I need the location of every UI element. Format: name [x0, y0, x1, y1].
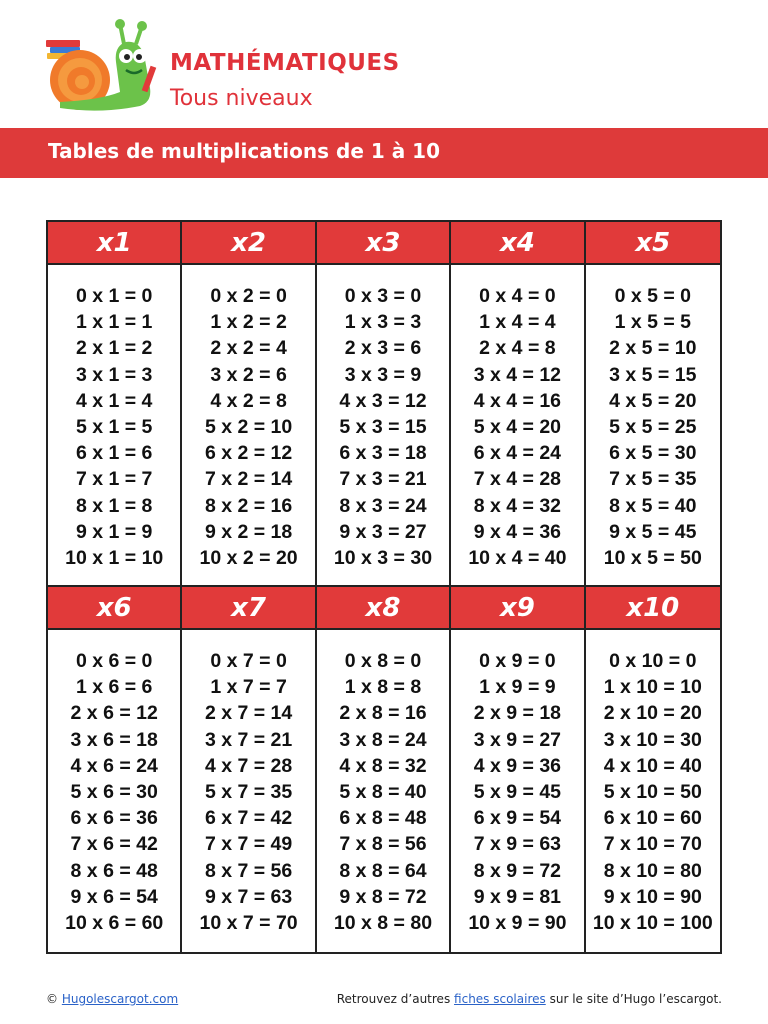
equation-row: 9 x 10 = 90: [603, 885, 702, 908]
table-header: x2: [182, 222, 314, 265]
equation-row: 3 x 10 = 30: [603, 728, 702, 751]
equation-row: 4 x 4 = 16: [473, 389, 562, 412]
equation-row: 2 x 9 = 18: [473, 702, 562, 725]
equation-row: 1 x 7 = 7: [210, 676, 287, 699]
equation-row: 0 x 8 = 0: [344, 650, 422, 672]
table-cell-x2: [182, 222, 316, 587]
equation-row: 7 x 1 = 7: [75, 468, 153, 491]
equation-row: 3 x 6 = 18: [70, 728, 158, 751]
equation-row: 6 x 6 = 36: [70, 807, 158, 830]
equation-row: 3 x 3 = 9: [344, 363, 422, 386]
equation-row: 7 x 7 = 49: [204, 833, 293, 856]
equation-row: 5 x 7 = 35: [204, 781, 293, 804]
equation-row: 10 x 9 = 90: [468, 912, 567, 935]
equation-row: 9 x 9 = 81: [473, 885, 562, 908]
equation-row: 9 x 7 = 63: [204, 885, 293, 908]
equation-row: 6 x 9 = 54: [473, 807, 562, 830]
multiplication-tables-grid: [46, 220, 722, 954]
equation-row: 6 x 4 = 24: [473, 442, 562, 465]
equation-row: 4 x 8 = 32: [339, 754, 427, 777]
equation-row: 7 x 9 = 63: [473, 833, 562, 856]
table-header: x8: [317, 587, 449, 630]
table-header: x3: [317, 222, 449, 265]
equation-row: 5 x 4 = 20: [473, 416, 562, 439]
table-header: x7: [182, 587, 314, 630]
footer-text-after: sur le site d’Hugo l’escargot.: [549, 992, 722, 1006]
page-title: Tables de multiplications de 1 à 10: [48, 139, 441, 163]
equation-row: 6 x 7 = 42: [204, 807, 293, 830]
equation-row: 3 x 2 = 6: [210, 363, 287, 386]
equation-row: 10 x 1 = 10: [65, 547, 164, 570]
equation-row: 7 x 2 = 14: [204, 468, 293, 491]
table-header: x1: [48, 222, 180, 265]
page-header: [0, 0, 768, 120]
equation-row: 2 x 10 = 20: [603, 702, 702, 725]
equation-row: 9 x 2 = 18: [204, 520, 293, 543]
table-header: x6: [48, 587, 180, 630]
table-body: [48, 630, 180, 952]
equation-row: 7 x 5 = 35: [609, 468, 697, 491]
equation-row: 4 x 7 = 28: [204, 754, 293, 777]
equation-row: 1 x 4 = 4: [479, 311, 556, 334]
table-body: [182, 265, 314, 585]
equation-row: 3 x 8 = 24: [339, 728, 427, 751]
equation-row: 9 x 1 = 9: [75, 520, 153, 543]
equation-row: 1 x 3 = 3: [344, 311, 422, 334]
equation-row: 0 x 7 = 0: [210, 650, 287, 672]
equation-row: 10 x 10 = 100: [592, 912, 713, 935]
table-header: x10: [586, 587, 720, 630]
equation-row: 6 x 3 = 18: [339, 442, 427, 465]
equation-row: 4 x 5 = 20: [609, 389, 697, 412]
equation-row: 9 x 8 = 72: [339, 885, 427, 908]
equation-row: 5 x 6 = 30: [70, 781, 158, 804]
equation-row: 5 x 8 = 40: [339, 781, 427, 804]
equation-row: 2 x 6 = 12: [70, 702, 158, 725]
equation-row: 2 x 2 = 4: [210, 337, 287, 360]
table-cell-x8: [317, 587, 451, 952]
equation-row: 1 x 2 = 2: [210, 311, 287, 334]
equation-row: 0 x 4 = 0: [479, 285, 556, 307]
equation-row: 9 x 5 = 45: [609, 520, 697, 543]
table-body: [317, 265, 449, 585]
equation-row: 7 x 8 = 56: [339, 833, 427, 856]
copyright-symbol: ©: [46, 992, 58, 1006]
footer-promo: [337, 992, 722, 1006]
fiches-scolaires-link[interactable]: fiches scolaires: [454, 992, 546, 1006]
equation-row: 1 x 5 = 5: [614, 311, 692, 334]
table-body: [586, 630, 720, 952]
equation-row: 2 x 1 = 2: [75, 337, 153, 360]
equation-row: 10 x 2 = 20: [199, 547, 298, 570]
equation-row: 5 x 1 = 5: [75, 416, 153, 439]
equation-row: 2 x 7 = 14: [204, 702, 293, 725]
table-cell-x4: [451, 222, 585, 587]
table-header: x9: [451, 587, 583, 630]
equation-row: 1 x 8 = 8: [344, 676, 422, 699]
equation-row: 0 x 1 = 0: [75, 285, 153, 307]
equation-row: 10 x 8 = 80: [333, 912, 433, 935]
snail-mascot-logo: [40, 18, 164, 114]
equation-row: 8 x 6 = 48: [70, 859, 158, 882]
equation-row: 9 x 3 = 27: [339, 520, 427, 543]
equation-row: 7 x 10 = 70: [603, 833, 702, 856]
equation-row: 6 x 2 = 12: [204, 442, 293, 465]
equation-row: 0 x 6 = 0: [75, 650, 153, 672]
equation-row: 8 x 5 = 40: [609, 494, 697, 517]
table-body: [317, 630, 449, 952]
equation-row: 10 x 7 = 70: [199, 912, 298, 935]
equation-row: 8 x 10 = 80: [603, 859, 702, 882]
equation-row: 10 x 6 = 60: [65, 912, 164, 935]
equation-row: 1 x 6 = 6: [75, 676, 153, 699]
table-cell-x7: [182, 587, 316, 952]
equation-row: 2 x 3 = 6: [344, 337, 422, 360]
equation-row: 5 x 3 = 15: [339, 416, 427, 439]
table-cell-x6: [48, 587, 182, 952]
footer-text-before: Retrouvez d’autres: [336, 992, 451, 1006]
subject-title: MATHÉMATIQUES: [170, 50, 400, 76]
equation-row: 7 x 6 = 42: [70, 833, 158, 856]
equation-row: 3 x 1 = 3: [75, 363, 153, 386]
equation-row: 3 x 4 = 12: [473, 363, 562, 386]
equation-row: 5 x 9 = 45: [473, 781, 562, 804]
table-body: [586, 265, 720, 585]
equation-row: 5 x 2 = 10: [204, 416, 293, 439]
table-body: [182, 630, 314, 952]
equation-row: 9 x 4 = 36: [473, 520, 562, 543]
level-subtitle: Tous niveaux: [170, 86, 313, 111]
equation-row: 3 x 7 = 21: [204, 728, 293, 751]
table-body: [48, 265, 180, 585]
equation-row: 4 x 10 = 40: [603, 754, 702, 777]
equation-row: 8 x 3 = 24: [339, 494, 427, 517]
table-cell-x3: [317, 222, 451, 587]
equation-row: 9 x 6 = 54: [70, 885, 158, 908]
equation-row: 0 x 9 = 0: [479, 650, 556, 672]
equation-row: 3 x 5 = 15: [609, 363, 697, 386]
equation-row: 10 x 3 = 30: [333, 547, 433, 570]
equation-row: 7 x 3 = 21: [339, 468, 427, 491]
footer-copyright: [46, 992, 178, 1006]
table-cell-x9: [451, 587, 585, 952]
equation-row: 0 x 5 = 0: [614, 285, 692, 307]
table-body: [451, 265, 583, 585]
equation-row: 6 x 1 = 6: [75, 442, 153, 465]
equation-row: 5 x 10 = 50: [603, 781, 702, 804]
equation-row: 4 x 3 = 12: [339, 389, 427, 412]
equation-row: 2 x 4 = 8: [479, 337, 556, 360]
table-cell-x5: [586, 222, 720, 587]
equation-row: 0 x 3 = 0: [344, 285, 422, 307]
equation-row: 8 x 4 = 32: [473, 494, 562, 517]
equation-row: 1 x 10 = 10: [603, 676, 702, 699]
equation-row: 7 x 4 = 28: [473, 468, 562, 491]
equation-row: 0 x 2 = 0: [210, 285, 287, 307]
site-link[interactable]: Hugolescargot.com: [61, 992, 179, 1006]
equation-row: 2 x 8 = 16: [339, 702, 427, 725]
equation-row: 4 x 6 = 24: [70, 754, 158, 777]
equation-row: 0 x 10 = 0: [609, 650, 697, 672]
equation-row: 6 x 5 = 30: [609, 442, 697, 465]
equation-row: 4 x 2 = 8: [210, 389, 287, 412]
equation-row: 5 x 5 = 25: [609, 416, 697, 439]
equation-row: 6 x 10 = 60: [603, 807, 702, 830]
equation-row: 8 x 8 = 64: [339, 859, 427, 882]
equation-row: 10 x 4 = 40: [468, 547, 567, 570]
equation-row: 3 x 9 = 27: [473, 728, 562, 751]
table-header: x4: [451, 222, 583, 265]
equation-row: 4 x 1 = 4: [75, 389, 153, 412]
equation-row: 8 x 2 = 16: [204, 494, 293, 517]
equation-row: 8 x 7 = 56: [204, 859, 293, 882]
table-body: [451, 630, 583, 952]
equation-row: 1 x 9 = 9: [479, 676, 556, 699]
equation-row: 6 x 8 = 48: [339, 807, 427, 830]
equation-row: 8 x 1 = 8: [75, 494, 153, 517]
table-header: x5: [586, 222, 720, 265]
table-cell-x1: [48, 222, 182, 587]
equation-row: 1 x 1 = 1: [75, 311, 153, 334]
equation-row: 4 x 9 = 36: [473, 754, 562, 777]
equation-row: 10 x 5 = 50: [603, 547, 702, 570]
equation-row: 2 x 5 = 10: [609, 337, 697, 360]
equation-row: 8 x 9 = 72: [473, 859, 562, 882]
table-cell-x10: [586, 587, 720, 952]
